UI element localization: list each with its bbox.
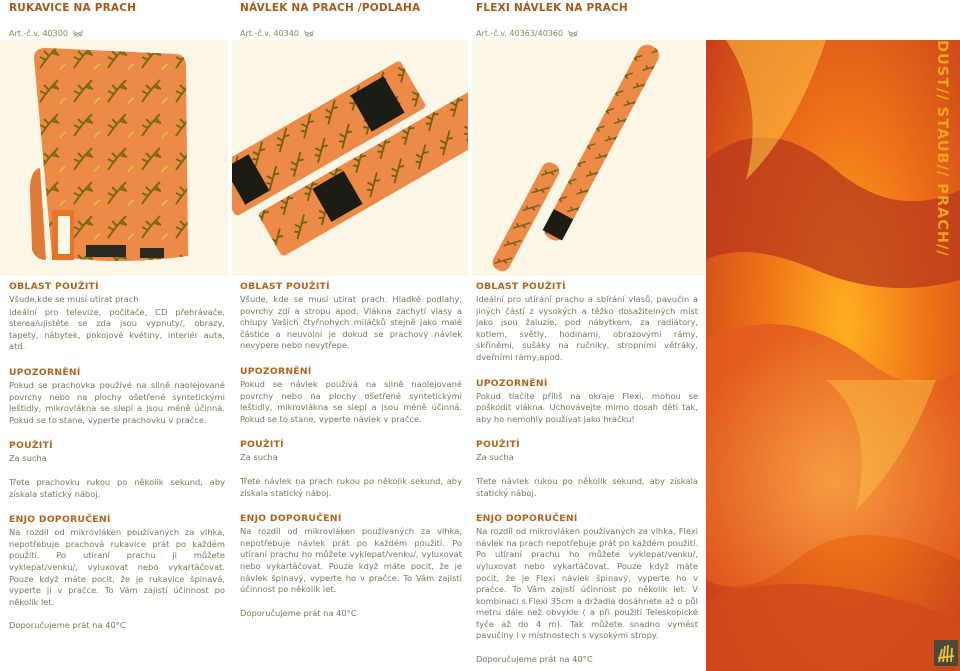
- usage-text: Třete návlek na prach rukou po několik sekund, aby získala statický náboj.: [240, 475, 462, 498]
- warning-text: Pokud tlačíte příliš na okraje Flexi, mohou se poškodit vlákna. Uchovávejte mimo dosah dětí tak, aby ho nemohly používat jako hračku!: [476, 390, 698, 424]
- usage-area-heading: OBLAST POUŽITÍ: [476, 281, 566, 292]
- warning-heading: UPOZORNĚNÍ: [9, 366, 81, 378]
- enjo-recommendation-heading: ENJO DOPORUČENÍ: [9, 514, 111, 526]
- wash-tub-icon: [73, 28, 83, 37]
- enjo-recommendation-text: Na rozdíl od mikrovláken používaných za vlhka, nepotřebuje návlek prát po každém použití. Po utíraní prachu ho můžete vyklepat/venku/, vyluxovat nebo vykartáčovat. Pouze když máte pocit, že je návlek špinavý, vyperte ho v pračce. To Vám zajistí účinnost po několik let.: [240, 526, 462, 595]
- usage-area-heading: OBLAST POUŽITÍ: [240, 281, 330, 292]
- usage-area-text: Ideální pro utírání prachu a sbírání vlasů, pavučin a jiných částí z vysokých a těžko dosažitelných míst jako jsou žaluzie, pod nábytkem, za radiátory, kotlem, světly, hodinami, obrazovými rámy, skříněmi, sušáky na ručníky, stropními větráky, dveřními rámy,apod.: [476, 294, 698, 362]
- usage-heading: POUŽITÍ: [240, 439, 284, 451]
- usage-dry: Za sucha: [240, 452, 278, 463]
- hand-logo-icon: [934, 640, 958, 666]
- flexi-cover-photo: [472, 40, 704, 276]
- vertical-dust-title: DUST// STAUB// PRACH//: [934, 40, 950, 257]
- usage-dry: Za sucha: [9, 453, 47, 464]
- article-number-flexi-cover: Art.-č.v. 40363/40360: [476, 28, 578, 38]
- usage-area-text: Všude, kde se musí utírat prach. Hladké podlahy, povrchy zdí a stropu apod. Vlákna zachytí vlasy a chlupy Vašich čtyřnohých miláčků stejně jako malé částice a neuvolní je dokud se prachový návlek nevypere nebo nevytřepe.: [240, 294, 462, 351]
- enjo-recommendation-text: Na rozdíl od mikrovláken používaných za vlhka, nepotřebuje prachová rukavice prát po každém použití. Po utíraní prachu ji můžete vyklepat/venku/, vyluxovat nebo vykartáčovat. Pouze když máte pocit, že je rukavice špinavá, vyperte ji v pračce. To Vám zajistí účinnost po několik let.: [9, 527, 225, 607]
- wash-recommendation: Doporučujeme prát na 40°C: [9, 620, 126, 631]
- dust-glove-photo: [0, 40, 228, 276]
- product-title-flexi-cover: FLEXI NÁVLEK NA PRACH: [476, 2, 628, 14]
- product-title-glove: RUKAVICE NA PRACH: [9, 2, 137, 14]
- enjo-recommendation-text: Na rozdíl od mikrovláken používaných za vlhka, Flexi návlek na prach nepotřebuje prát po každém použití. Po utíraní prachu ho můžete vyklepat/venku/, vyluxovat nebo vykartáčovat. Pouze když máte pocit, že je Flexi návlek špinavý, vyperte ho v pračce. To Vám zajistí účinnost po několik let. V kombinaci s Flexi 35cm a držadla dosáhnete až o půl metru dále než obvykle ( a při použití Teleskopické tyče až do 4 m). Tak můžete snadno vymést pavučiny i v místnostech s vysokými stropy.: [476, 526, 698, 641]
- product-title-floor-cover: NÁVLEK NA PRACH /PODLAHA: [240, 2, 421, 14]
- flexi-cover-description: [476, 281, 698, 666]
- warning-heading: UPOZORNĚNÍ: [240, 365, 312, 377]
- wash-recommendation: Doporučujeme prát na 40°C: [476, 654, 593, 665]
- article-number-glove: Art.-č.v. 40300: [9, 28, 83, 38]
- dust-floor-cover-photo: [232, 40, 468, 276]
- usage-heading: POUŽITÍ: [9, 440, 53, 452]
- wash-tub-icon: [304, 28, 314, 37]
- usage-text: Třete prachovku rukou po několik sekund, aby získala statický náboj.: [9, 476, 225, 499]
- article-number-floor-cover: Art.-č.v. 40340: [240, 28, 314, 38]
- glove-description: [9, 281, 225, 632]
- hero-flower-image: [706, 40, 960, 671]
- wash-tub-icon: [568, 28, 578, 37]
- usage-area-text: Všude,kde se musí utírat prach: [9, 294, 139, 304]
- usage-area-detail: Ideální pro televize, počítače, CD přehrávače, sterea/ujistěte se zda jsou vypnuty/, obrazy, tapety, nábytek, pokojové květiny, interiér auta, atd.: [9, 306, 225, 352]
- enjo-recommendation-heading: ENJO DOPORUČENÍ: [476, 513, 578, 525]
- warning-text: Pokud se návlek používá na silně naolejované povrchy nebo na plochy ošetřené syntetickými leštidly, mikrovlákna se slepí a jsou méně účinná. Pokud se to stane, vyperte návlek v pračce.: [240, 378, 462, 424]
- warning-text: Pokud se prachovka používé na silně naolejované povrchy nebo na plochy ošetřené syntetickými leštidly, mikrovlákna se slepí a jsou méně účinná. Pokud se to stane, vyperte prachovku v pračce.: [9, 379, 225, 425]
- usage-dry: Za sucha: [476, 452, 514, 463]
- enjo-recommendation-heading: ENJO DOPORUČENÍ: [240, 513, 342, 525]
- floor-cover-description: [240, 281, 462, 619]
- warning-heading: UPOZORNĚNÍ: [476, 377, 548, 389]
- usage-text: Třete návlek rukou po několik sekund, aby získala statický náboj.: [476, 475, 698, 498]
- usage-area-heading: OBLAST POUŽITÍ: [9, 281, 99, 292]
- wash-recommendation: Doporučujeme prát na 40°C: [240, 607, 357, 618]
- usage-heading: POUŽITÍ: [476, 439, 520, 451]
